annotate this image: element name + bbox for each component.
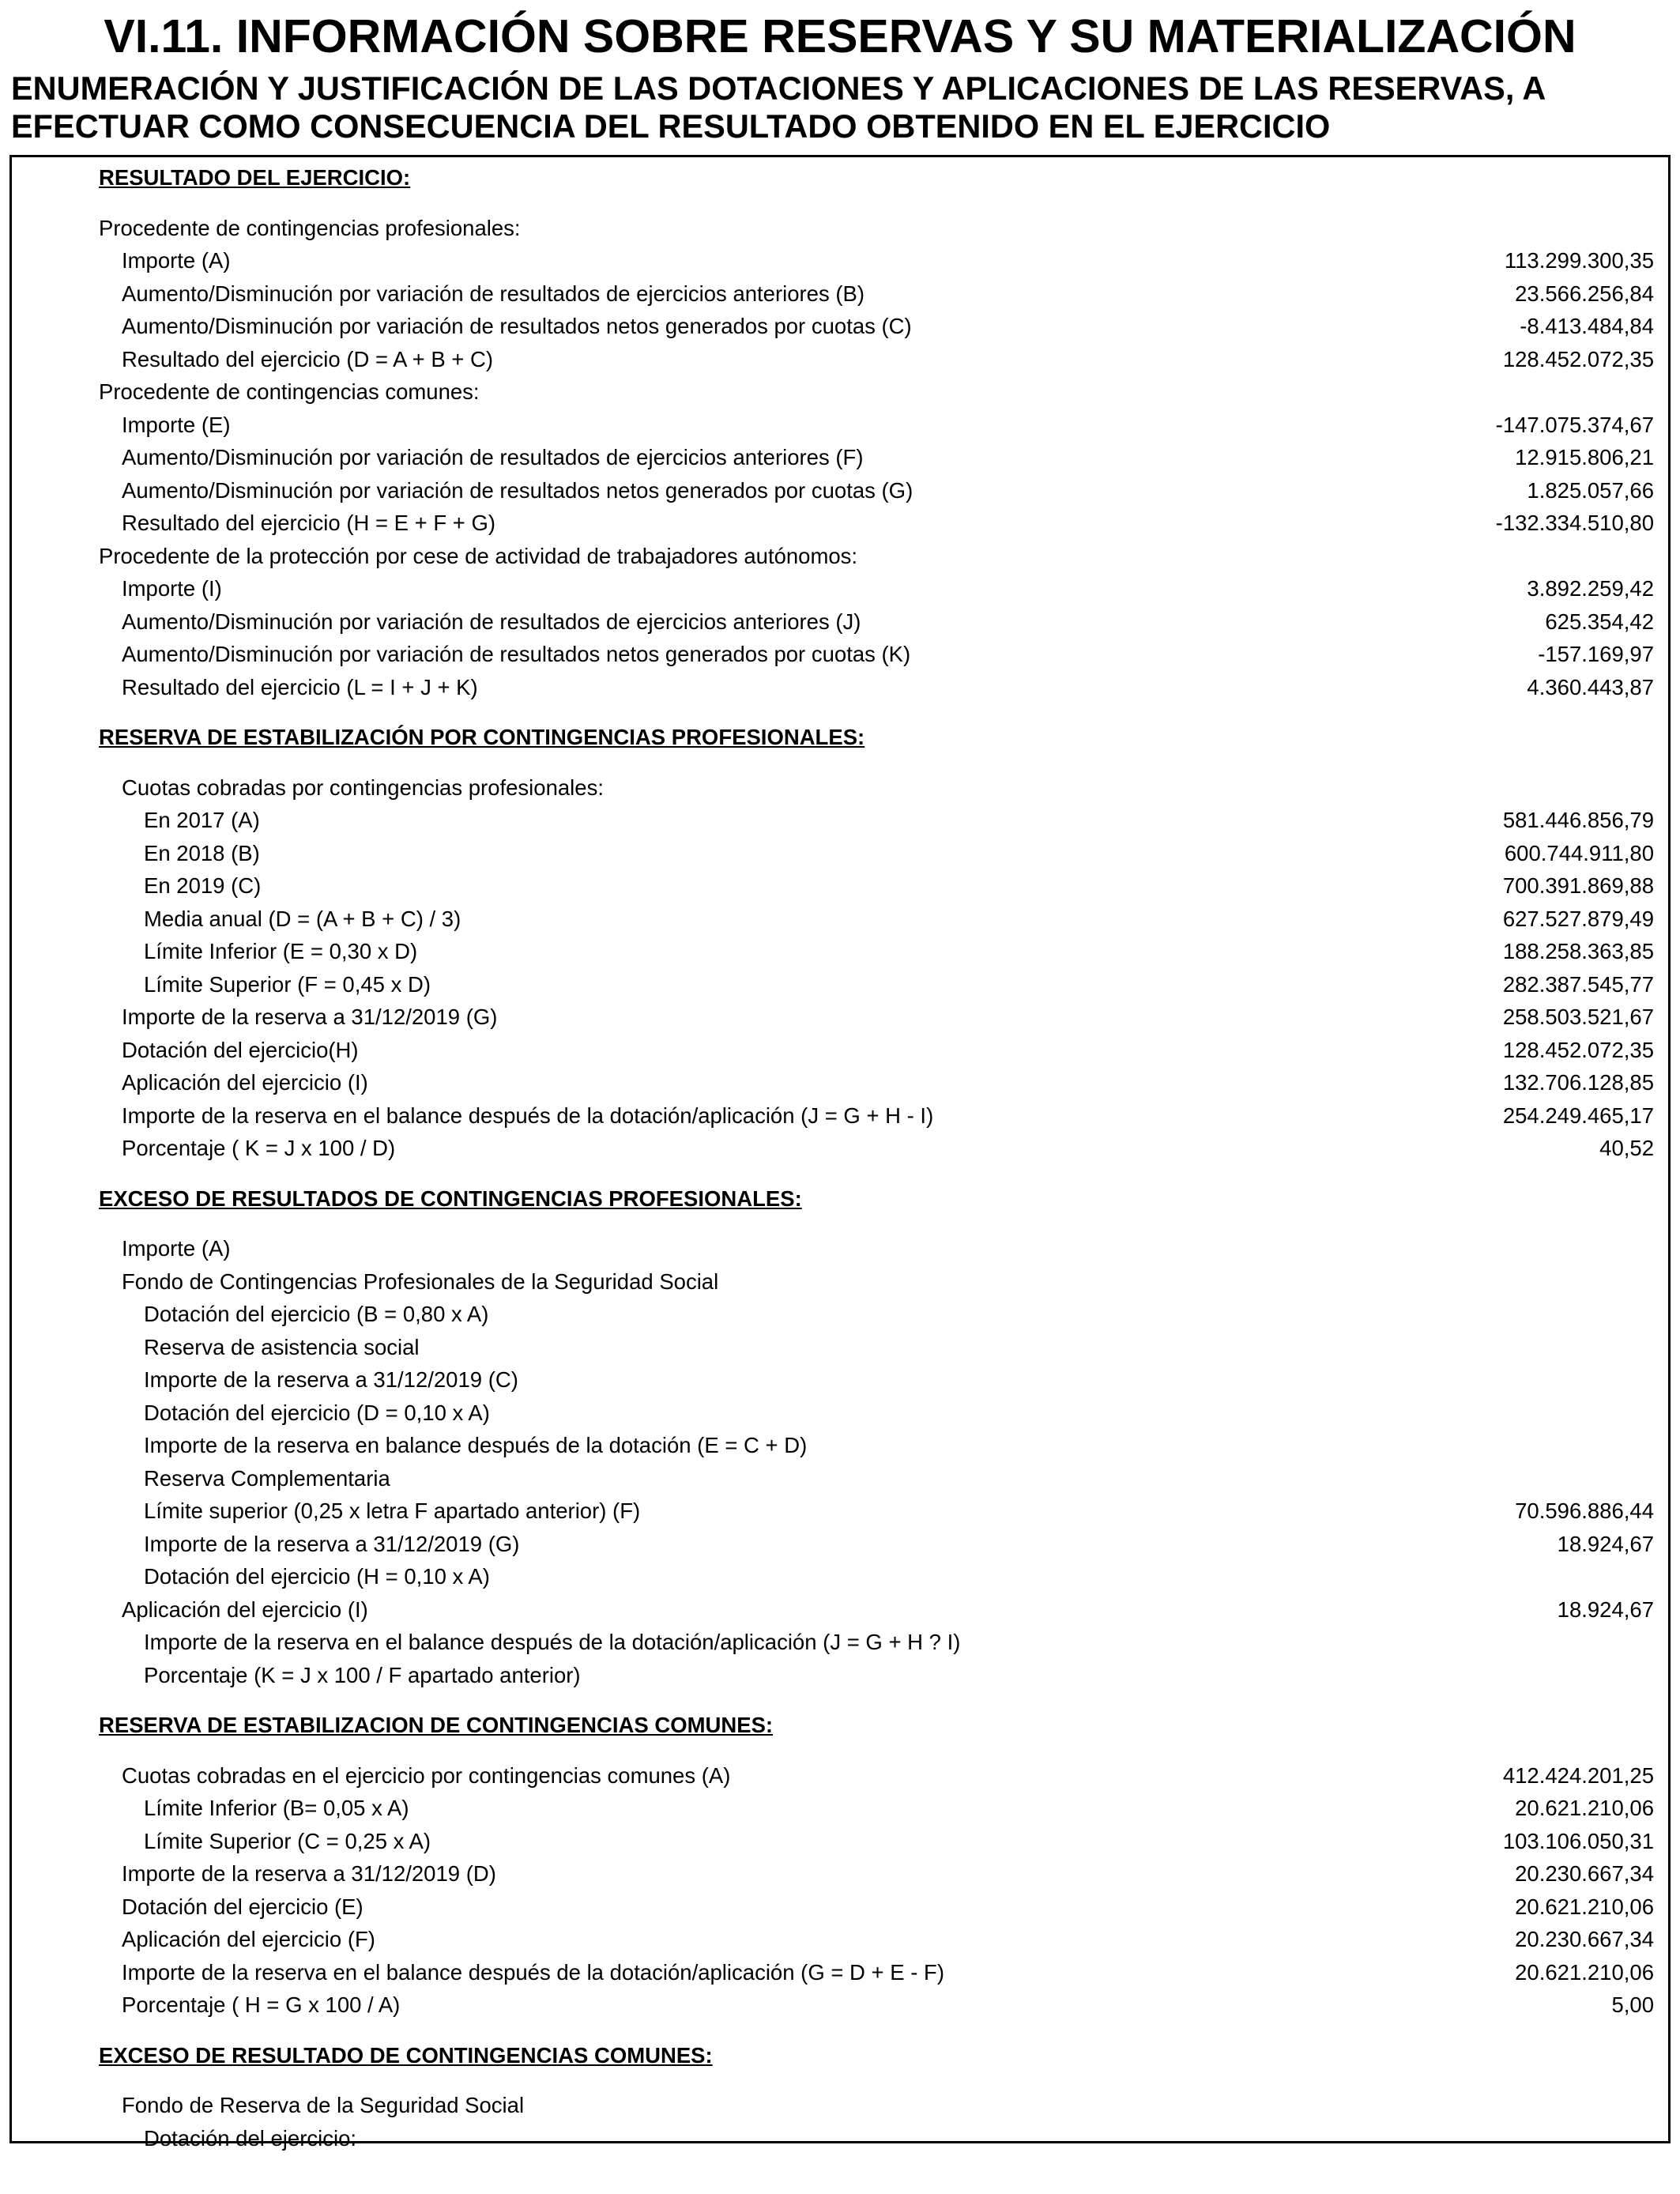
row-label: Límite superior (0,25 x letra F apartado anterior) (F) [144, 1498, 641, 1523]
section-heading-label: EXCESO DE RESULTADOS DE CONTINGENCIAS PROFESIONALES: [99, 1186, 802, 1211]
statement-row [12, 1857, 1668, 1890]
row-label: Resultado del ejercicio (D = A + B + C) [122, 346, 494, 371]
statement-row [12, 903, 1668, 935]
page-subtitle [11, 70, 1671, 145]
statement-row [12, 671, 1668, 703]
statement-row [12, 1593, 1668, 1626]
row-label: Importe de la reserva en balance después de la dotación (E = C + D) [144, 1433, 808, 1457]
statement-row [12, 1626, 1668, 1658]
row-value: 20.621.210,06 [1515, 1894, 1654, 1919]
statement-row [12, 441, 1668, 473]
row-label: Porcentaje ( K = J x 100 / D) [122, 1136, 396, 1160]
row-label: En 2017 (A) [144, 808, 260, 832]
statement-row [12, 1429, 1668, 1461]
row-value: 258.503.521,67 [1502, 1005, 1654, 1029]
row-value: 627.527.879,49 [1502, 906, 1654, 931]
row-value: 700.391.869,88 [1502, 873, 1654, 898]
statement-row [12, 212, 1668, 244]
statement-row [12, 1363, 1668, 1396]
statement-row [12, 1462, 1668, 1495]
statement-row [12, 804, 1668, 836]
section-heading [12, 1182, 1668, 1215]
row-label: Aumento/Disminución por variación de resultados netos generados por cuotas (K) [122, 642, 911, 666]
statement-row [12, 1034, 1668, 1066]
row-label: Dotación del ejercicio (E) [122, 1894, 363, 1919]
row-label: Reserva Complementaria [144, 1465, 390, 1491]
row-value: 20.621.210,06 [1515, 1796, 1654, 1820]
section-heading-label: RESERVA DE ESTABILIZACIÓN POR CONTINGENCIAS PROFESIONALES: [99, 725, 865, 749]
row-value: 113.299.300,35 [1504, 248, 1654, 273]
statement-row [12, 1099, 1668, 1132]
statement-row [12, 1397, 1668, 1429]
statement-row [12, 935, 1668, 967]
statement-row [12, 1825, 1668, 1857]
row-label: Importe de la reserva a 31/12/2019 (C) [144, 1367, 518, 1392]
subtitle-line-2: EFECTUAR COMO CONSECUENCIA DEL RESULTADO OBTENIDO EN EL EJERCICIO [11, 107, 1331, 145]
row-label: Media anual (D = (A + B + C) / 3) [144, 906, 461, 931]
row-label: Dotación del ejercicio (B = 0,80 x A) [144, 1302, 489, 1326]
row-value: 18.924,67 [1557, 1531, 1654, 1556]
row-value: 128.452.072,35 [1502, 1037, 1654, 1062]
row-label: Importe de la reserva a 31/12/2019 (G) [122, 1005, 498, 1029]
statement-row [12, 1495, 1668, 1527]
row-label: Reserva de asistencia social [144, 1334, 420, 1359]
row-label: Límite Inferior (E = 0,30 x D) [144, 939, 418, 963]
statement-row [12, 1001, 1668, 1033]
row-value: 103.106.050,31 [1502, 1828, 1654, 1853]
statement-row [12, 869, 1668, 902]
row-label: Aplicación del ejercicio (F) [122, 1927, 375, 1951]
row-value: 625.354,42 [1545, 609, 1654, 634]
row-value: -132.334.510,80 [1495, 511, 1654, 535]
row-label: Importe de la reserva a 31/12/2019 (D) [122, 1861, 496, 1886]
subtitle-line-1: ENUMERACIÓN Y JUSTIFICACIÓN DE LAS DOTACIONES Y APLICACIONES DE LAS RESERVAS, A [11, 70, 1546, 107]
row-value: 5,00 [1611, 1992, 1654, 2017]
statement-row [12, 1792, 1668, 1824]
row-label: Aumento/Disminución por variación de resultados netos generados por cuotas (G) [122, 477, 913, 503]
row-label: Aplicación del ejercicio (I) [122, 1070, 368, 1095]
statement-row [12, 375, 1668, 408]
row-label: Importe (A) [122, 248, 231, 273]
row-label: Aumento/Disminución por variación de resultados netos generados por cuotas (C) [122, 314, 912, 338]
row-label: Resultado del ejercicio (L = I + J + K) [122, 674, 478, 699]
statement-row [12, 638, 1668, 670]
row-label: En 2018 (B) [144, 840, 260, 865]
statement-row [12, 968, 1668, 1001]
statement-row [12, 1759, 1668, 1792]
statement-row [12, 1132, 1668, 1164]
statement-row [12, 1331, 1668, 1363]
row-value: 18.924,67 [1557, 1596, 1654, 1622]
row-value: 40,52 [1599, 1136, 1654, 1160]
row-value: 70.596.886,44 [1515, 1498, 1654, 1523]
row-label: Fondo de Reserva de la Seguridad Social [122, 2093, 525, 2117]
row-value: -8.413.484,84 [1520, 314, 1654, 338]
row-label: Procedente de la protección por cese de actividad de trabajadores autónomos: [99, 543, 858, 568]
row-label: En 2019 (C) [144, 873, 262, 898]
row-value: 128.452.072,35 [1502, 346, 1654, 371]
section-heading [12, 1709, 1668, 1741]
statement-row [12, 409, 1668, 441]
row-label: Importe de la reserva en el balance después de la dotación/aplicación (J = G + H ? I) [144, 1630, 961, 1654]
statement-row [12, 540, 1668, 572]
statement-row [12, 1265, 1668, 1298]
row-value: 600.744.911,80 [1504, 840, 1654, 865]
row-label: Límite Superior (F = 0,45 x D) [144, 971, 431, 997]
section-heading [12, 161, 1668, 194]
row-label: Aumento/Disminución por variación de resultados de ejercicios anteriores (J) [122, 609, 861, 634]
row-value: -157.169,97 [1538, 642, 1654, 666]
row-label: Porcentaje (K = J x 100 / F apartado anterior) [144, 1662, 581, 1687]
row-label: Porcentaje ( H = G x 100 / A) [122, 1992, 401, 2017]
statement-row [12, 2089, 1668, 2121]
statement-row [12, 1989, 1668, 2021]
row-label: Cuotas cobradas por contingencias profesionales: [122, 775, 604, 800]
statement-row [12, 1298, 1668, 1330]
statement-row [12, 1659, 1668, 1691]
row-label: Dotación del ejercicio (D = 0,10 x A) [144, 1400, 490, 1425]
statement-row [12, 1923, 1668, 1955]
section-heading [12, 2039, 1668, 2071]
row-label: Dotación del ejercicio: [144, 2125, 357, 2151]
row-value: 4.360.443,87 [1527, 674, 1654, 699]
row-label: Procedente de contingencias comunes: [99, 379, 480, 404]
statement-row [12, 1956, 1668, 1989]
row-value: 412.424.201,25 [1502, 1762, 1654, 1788]
statement-row [12, 837, 1668, 869]
row-label: Aumento/Disminución por variación de resultados de ejercicios anteriores (B) [122, 281, 865, 306]
row-value: 254.249.465,17 [1502, 1103, 1654, 1128]
statement-row [12, 572, 1668, 605]
row-label: Cuotas cobradas en el ejercicio por contingencias comunes (A) [122, 1762, 731, 1788]
reserves-statement-box [9, 155, 1671, 2151]
row-value: 20.230.667,34 [1515, 1861, 1654, 1886]
section-heading-label: EXCESO DE RESULTADO DE CONTINGENCIAS COMUNES: [99, 2042, 713, 2068]
row-label: Resultado del ejercicio (H = E + F + G) [122, 511, 496, 535]
page-title: VI.11. INFORMACIÓN SOBRE RESERVAS Y SU MATERIALIZACIÓN [104, 10, 1576, 62]
statement-row [12, 1528, 1668, 1560]
row-value: 188.258.363,85 [1502, 939, 1654, 963]
row-label: Importe de la reserva en el balance después de la dotación/aplicación (J = G + H - I) [122, 1103, 934, 1128]
row-label: Importe (I) [122, 576, 222, 601]
statement-row [12, 474, 1668, 507]
row-value: -147.075.374,67 [1495, 412, 1654, 437]
row-label: Importe (E) [122, 412, 231, 437]
row-label: Importe (A) [122, 1236, 231, 1261]
statement-row [12, 277, 1668, 310]
statement-row [12, 244, 1668, 277]
statement-row [12, 507, 1668, 539]
statement-row [12, 605, 1668, 638]
row-label: Procedente de contingencias profesionales: [99, 215, 521, 240]
row-value: 1.825.057,66 [1527, 477, 1654, 503]
statement-row [12, 1891, 1668, 1923]
row-value: 12.915.806,21 [1515, 445, 1654, 469]
row-value: 282.387.545,77 [1502, 971, 1654, 997]
statement-row [12, 771, 1668, 804]
section-heading [12, 721, 1668, 753]
row-value: 23.566.256,84 [1515, 281, 1654, 306]
statement-row [12, 310, 1668, 342]
row-label: Importe de la reserva en el balance después de la dotación/aplicación (G = D + E - F) [122, 1959, 944, 1985]
statement-row [12, 1560, 1668, 1593]
row-label: Importe de la reserva a 31/12/2019 (G) [144, 1531, 520, 1556]
row-label: Dotación del ejercicio (H = 0,10 x A) [144, 1564, 490, 1589]
row-value: 132.706.128,85 [1502, 1070, 1654, 1095]
row-label: Dotación del ejercicio(H) [122, 1037, 359, 1062]
section-heading-label: RESULTADO DEL EJERCICIO: [99, 165, 411, 190]
row-label: Límite Superior (C = 0,25 x A) [144, 1828, 431, 1853]
row-value: 581.446.856,79 [1502, 808, 1654, 832]
statement-row [12, 343, 1668, 375]
row-label: Aumento/Disminución por variación de resultados de ejercicios anteriores (F) [122, 445, 864, 469]
row-value: 20.621.210,06 [1515, 1959, 1654, 1985]
row-value: 3.892.259,42 [1527, 576, 1654, 601]
section-heading-label: RESERVA DE ESTABILIZACION DE CONTINGENCIAS COMUNES: [99, 1713, 774, 1737]
statement-row [12, 1066, 1668, 1099]
statement-row [12, 1232, 1668, 1265]
row-label: Fondo de Contingencias Profesionales de la Seguridad Social [122, 1269, 719, 1294]
statement-row [12, 2122, 1668, 2154]
row-value: 20.230.667,34 [1515, 1927, 1654, 1951]
row-label: Límite Inferior (B= 0,05 x A) [144, 1796, 409, 1820]
row-label: Aplicación del ejercicio (I) [122, 1596, 368, 1622]
